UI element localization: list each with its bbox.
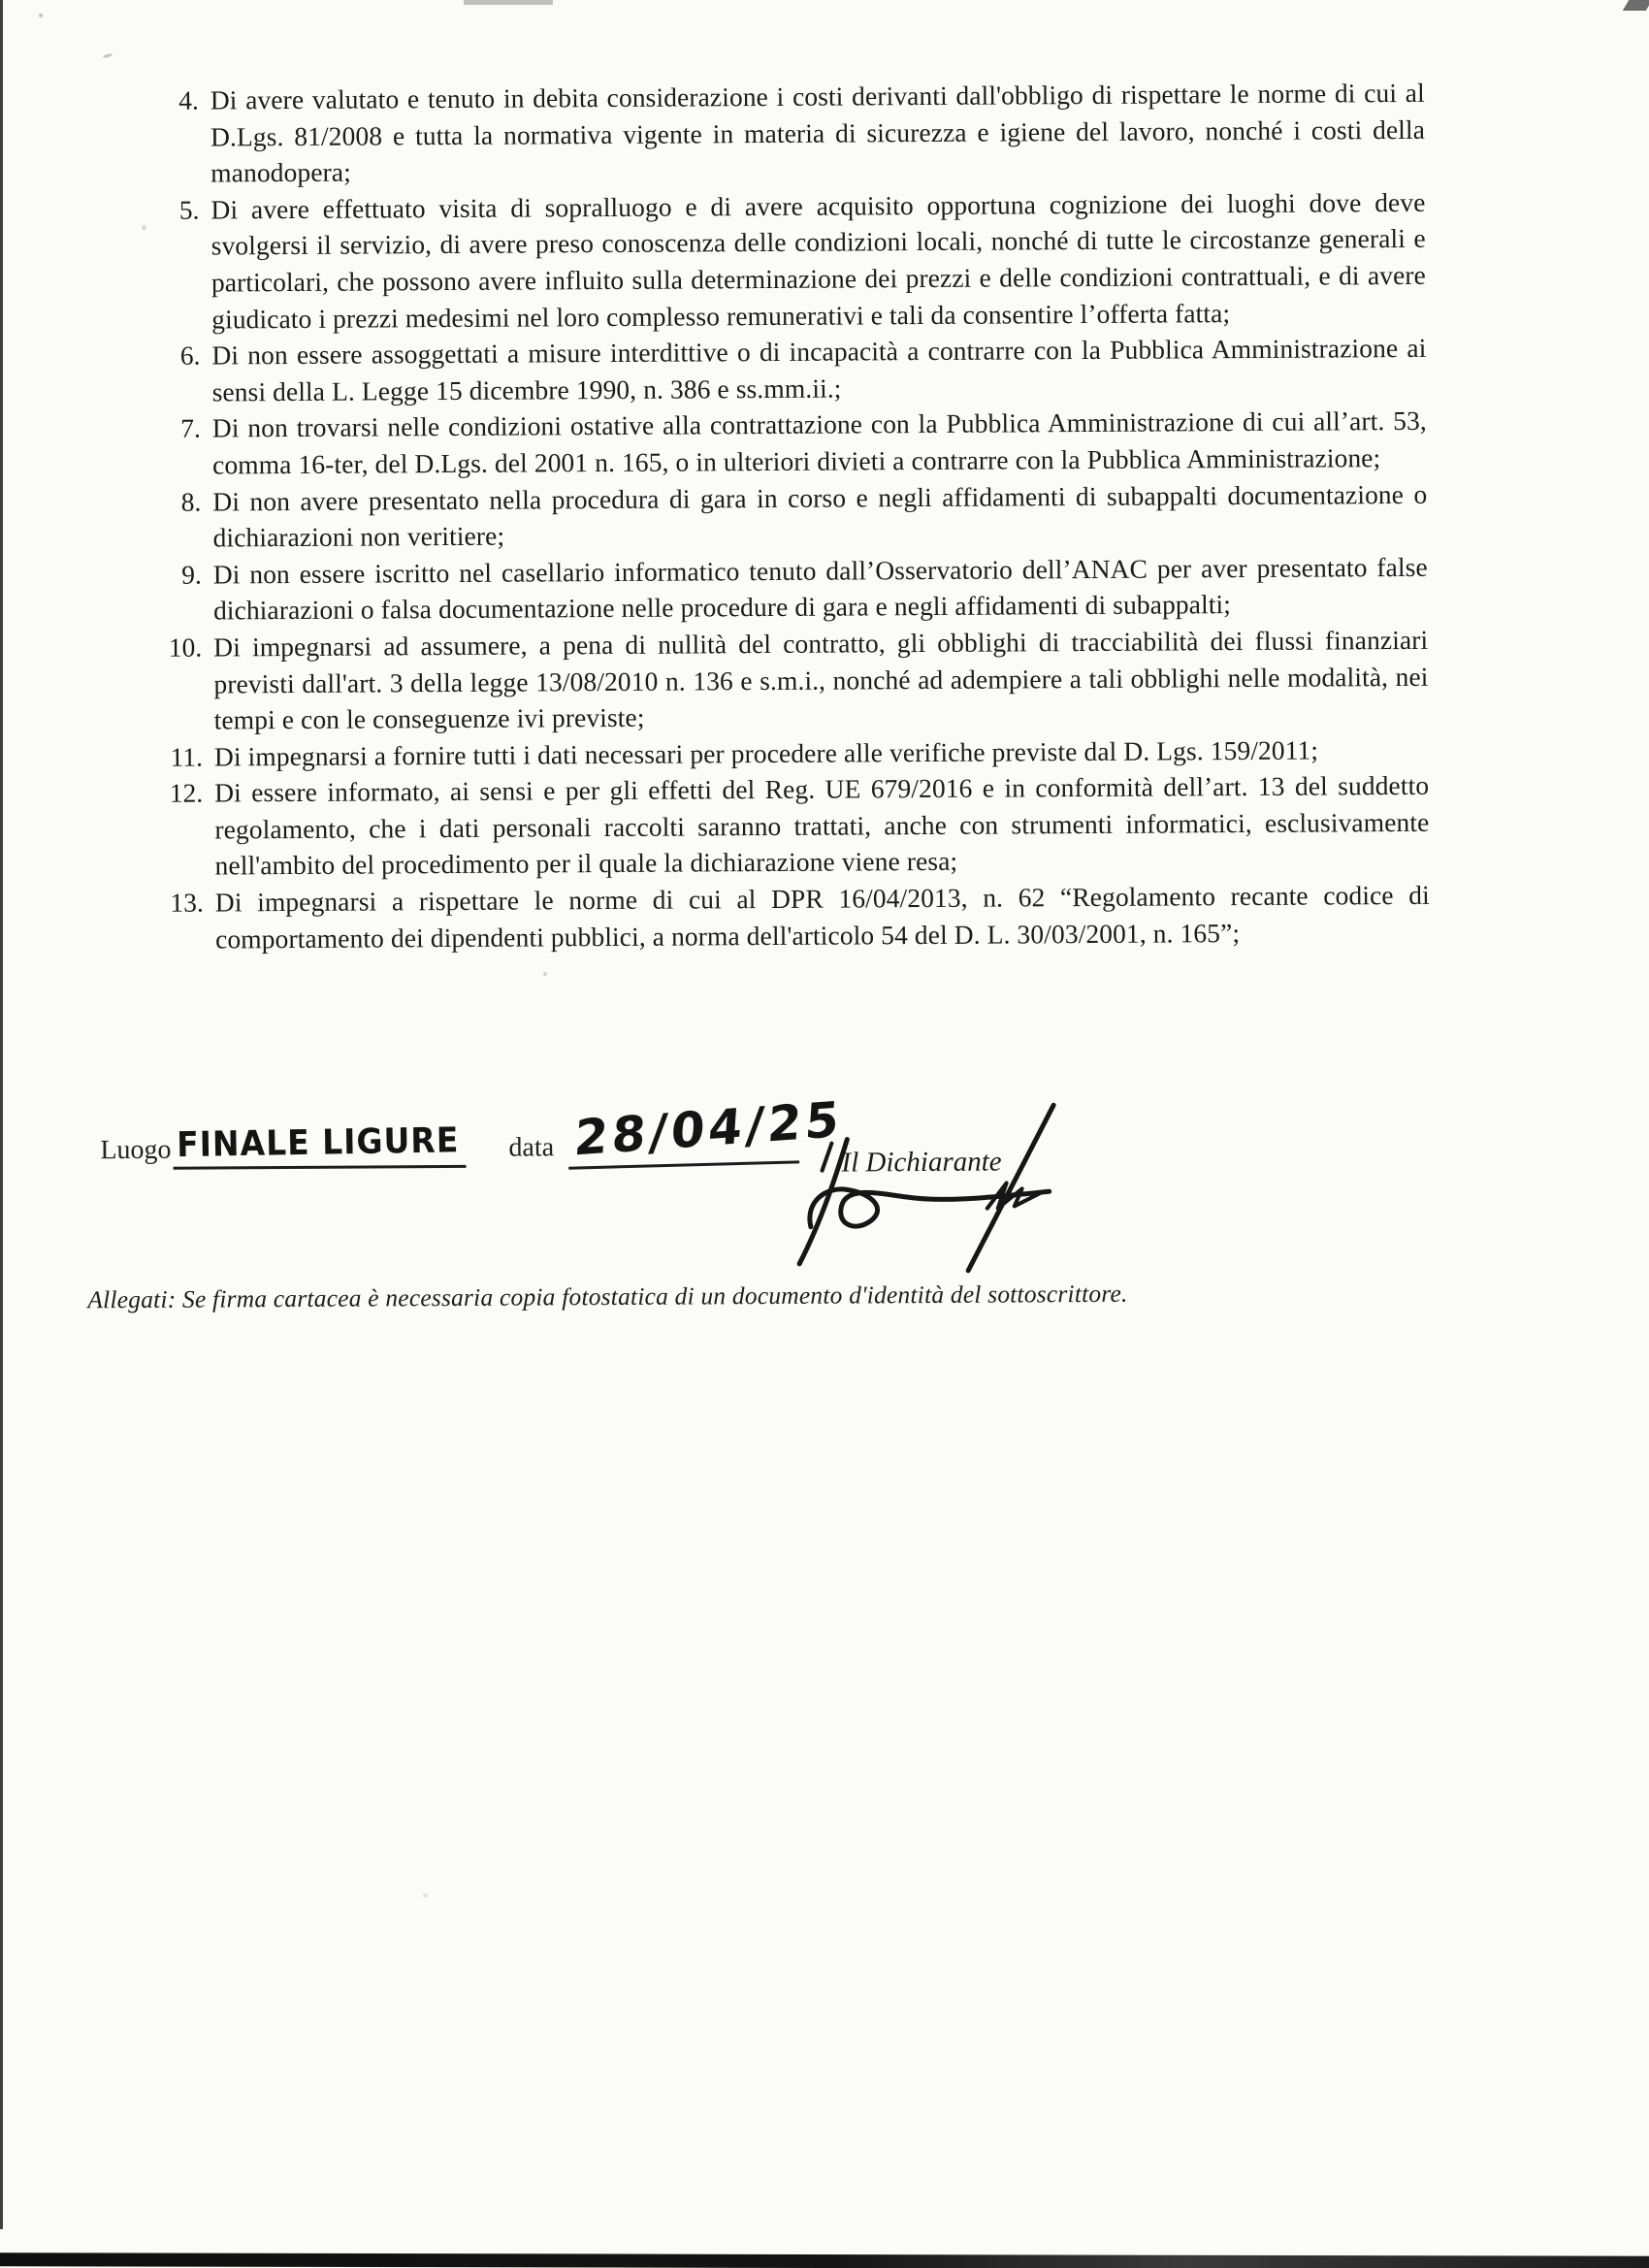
scan-speck [423, 1894, 428, 1897]
scan-edge-left [0, 0, 3, 2229]
declarant-label: Il Dichiarante [841, 1146, 1002, 1179]
item-text: Di impegnarsi ad assumere, a pena di nullità del contratto, gli obblighi di tracciabilità dei flussi finanziari previsti dall'art. 3 della legge 13/08/2010 n. 136 e s.m.i., nonché ad adempiere a tali obblighi nelle modalità, nei tempi e con le conseguenze ivi previste; [213, 624, 1429, 735]
item-text: Di impegnarsi a fornire tutti i dati necessari per procedere alle verifiche previste dal D. Lgs. 159/2011; [213, 734, 1319, 772]
list-item [155, 549, 1428, 630]
item-text: Di avere effettuato visita di sopralluogo e di avere acquisito opportuna cognizione dei luoghi dove deve svolgersi il servizio, di avere preso conoscenza delle condizioni locali, nonché di tutte le circostanze generali e particolari, che possono avere influito sulla determinazione dei prezzi e delle condizioni contrattuali, e di avere giudicato i prezzi medesimi nel loro complesso remunerativi e tali da consentire l’offerta fatta; [210, 186, 1427, 335]
scan-speck [39, 14, 43, 17]
item-text: Di non essere assoggettati a misure interdittive o di incapacità a contrarre con la Pubblica Amministrazione ai sensi della L. Legge 15 dicembre 1990, n. 386 e ss.mm.ii.; [211, 333, 1427, 407]
allegati-note: Allegati: Se firma cartacea è necessaria copia fotostatica di un documento d'identità del sottoscrittore. [87, 1279, 1128, 1314]
luogo-label: Luogo [100, 1134, 172, 1166]
list-item [154, 403, 1427, 483]
item-text: Di non trovarsi nelle condizioni ostative alla contrattazione con la Pubblica Amministrazione di cui all’art. 53, comma 16-ter, del D.Lgs. del 2001 n. 165, o in ulteriori divieti a contrarre con la Pubblica Amministrazione; [211, 405, 1427, 480]
list-item [156, 767, 1430, 885]
list-item [155, 622, 1429, 739]
list-item [157, 877, 1430, 957]
item-number: 9. [181, 559, 202, 590]
declaration-list [152, 75, 1430, 957]
list-item [153, 330, 1426, 410]
item-number: 13. [170, 887, 204, 918]
item-text: Di non essere iscritto nel casellario informatico tenuto dall’Osservatorio dell’ANAC per aver presentato false dichiarazioni o falsa documentazione nelle procedure di gara e negli affidamenti di subappalti; [212, 551, 1428, 626]
scan-corner-mark [1623, 0, 1649, 11]
item-text: Di essere informato, ai sensi e per gli effetti del Reg. UE 679/2016 e in conformità dell’art. 13 del suddetto regolamento, che i dati personali raccolti saranno trattati, anche con strumenti informatici, esclusivamente nell'ambito del procedimento per il quale la dichiarazione viene resa; [214, 770, 1430, 881]
item-number: 11. [170, 741, 204, 772]
item-number: 7. [180, 412, 201, 444]
item-number: 12. [169, 777, 204, 809]
item-number: 8. [180, 486, 202, 517]
data-label: data [508, 1132, 555, 1163]
scan-edge-bottom [0, 2252, 1649, 2268]
item-number: 10. [168, 632, 203, 663]
item-number: 6. [179, 340, 201, 371]
item-number: 5. [178, 194, 200, 225]
item-text: Di impegnarsi a rispettare le norme di cui al DPR 16/04/2013, n. 62 “Regolamento recante codice di comportamento dei dipendenti pubblici, a norma dell'articolo 54 del D. L. 30/03/2001, n. 165”; [214, 879, 1430, 955]
scan-speck [543, 972, 547, 976]
handwritten-date: 28/04/25 [571, 1090, 845, 1167]
place-date-row [100, 1090, 845, 1170]
handwritten-place: FINALE LIGURE [176, 1118, 460, 1165]
handwritten-signature-icon [742, 1099, 1083, 1278]
item-text: Di avere valutato e tenuto in debita considerazione i costi derivanti dall'obbligo di rispettare le norme di cui al D.Lgs. 81/2008 e tutta la normativa vigente in materia di sicurezza e igiene del lavoro, nonché i costi della manodopera; [210, 77, 1426, 188]
scan-speck [142, 225, 146, 230]
list-item [152, 184, 1426, 338]
scan-top-mark [464, 0, 553, 5]
list-item [152, 75, 1426, 192]
item-text: Di non avere presentato nella procedura di gara in corso e negli affidamenti di subappalti documentazione o dichiarazioni non veritiere; [212, 478, 1428, 553]
item-number: 4. [178, 84, 199, 115]
luogo-field [173, 1115, 466, 1170]
list-item [154, 475, 1427, 556]
